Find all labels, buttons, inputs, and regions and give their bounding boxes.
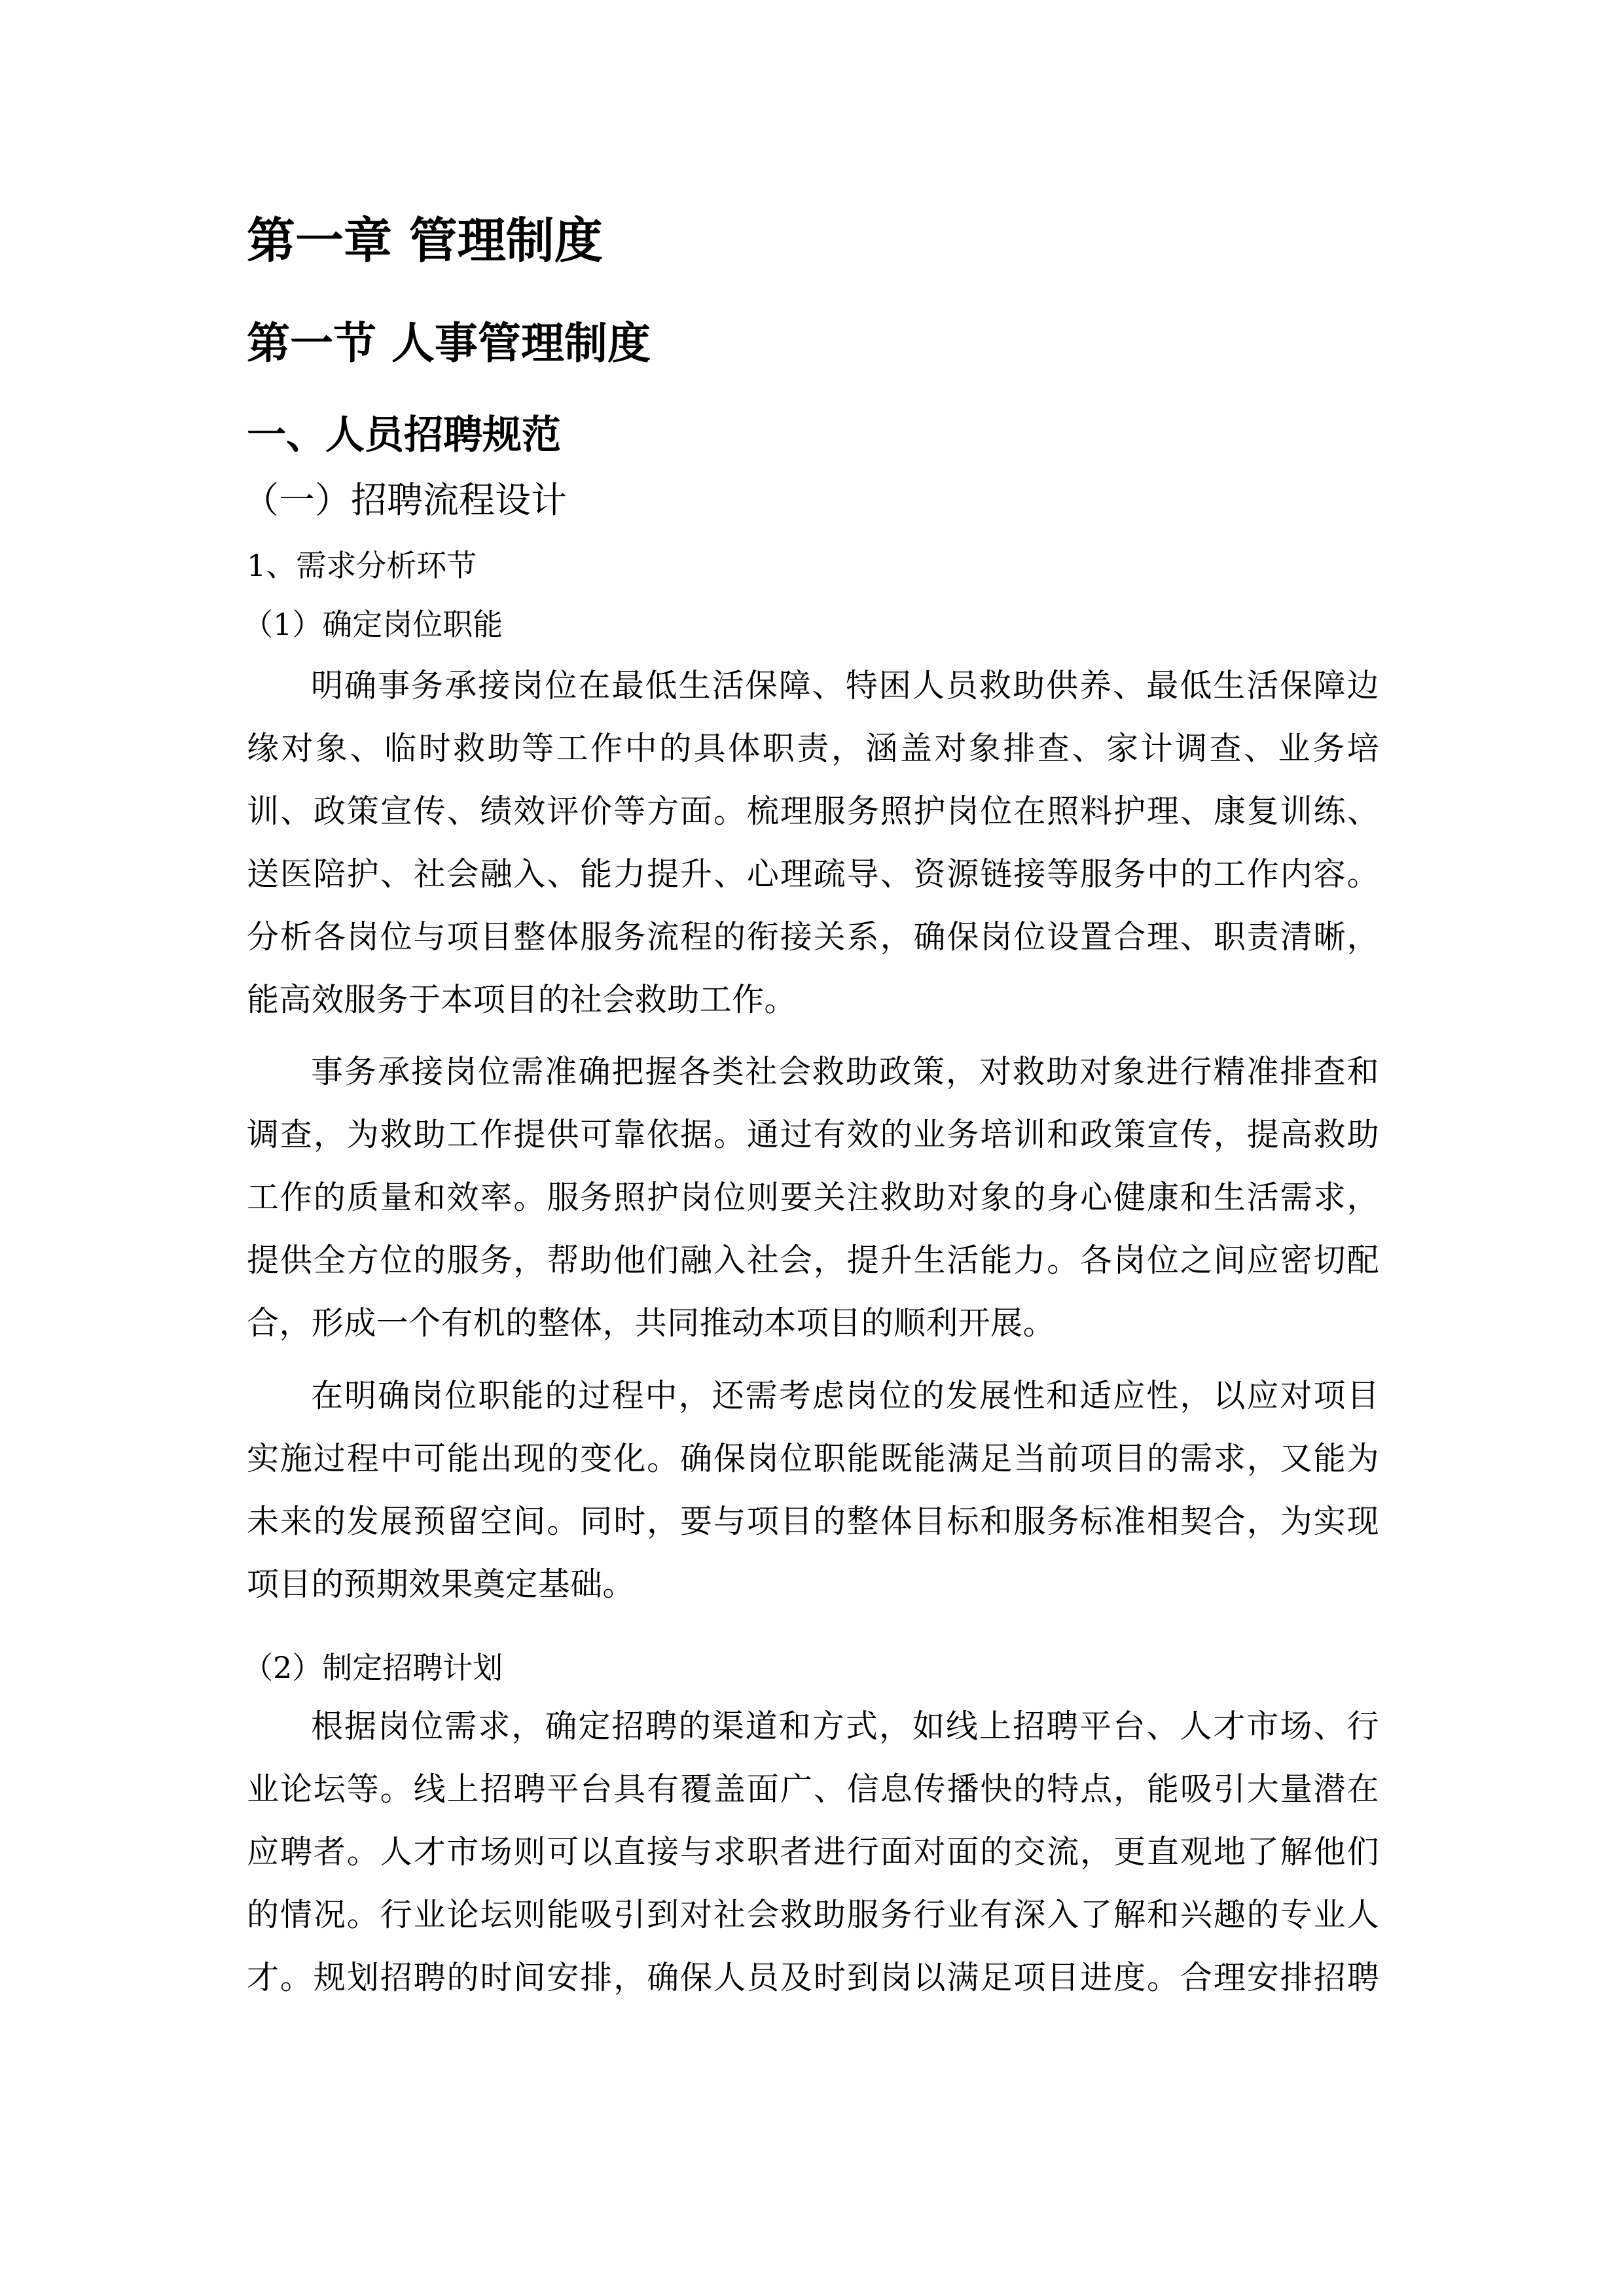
paragraph-recruitment-plan-1 [247, 1695, 1379, 2009]
paragraph-line: 缘对象、临时救助等工作中的具体职责，涵盖对象排查、家计调查、业务培 [247, 730, 1379, 767]
paragraph-line: 送医陪护、社会融入、能力提升、心理疏导、资源链接等服务中的工作内容。 [247, 855, 1379, 893]
paragraph-line: 才。规划招聘的时间安排，确保人员及时到岗以满足项目进度。合理安排招聘 [247, 1959, 1379, 1996]
paragraph-line: 的情况。行业论坛则能吸引到对社会救助服务行业有深入了解和兴趣的专业人 [247, 1896, 1379, 1933]
subsection-title-define-job-functions: （1）确定岗位职能 [243, 607, 503, 642]
heading-recruitment-standards: 一、人员招聘规范 [247, 412, 561, 458]
paragraph-line: 未来的发展预留空间。同时，要与项目的整体目标和服务标准相契合，为实现 [247, 1503, 1379, 1540]
paragraph-line: 训、政策宣传、绩效评价等方面。梳理服务照护岗位在照料护理、康复训练、 [247, 793, 1379, 830]
subsection-title-recruitment-plan: （2）制定招聘计划 [243, 1650, 503, 1685]
paragraph-line: 在明确岗位职能的过程中，还需考虑岗位的发展性和适应性，以应对项目 [311, 1377, 1379, 1414]
paragraph-line: 合，形成一个有机的整体，共同推动本项目的顺利开展。 [247, 1304, 1056, 1342]
paragraph-line: 调查，为救助工作提供可靠依据。通过有效的业务培训和政策宣传，提高救助 [247, 1116, 1379, 1153]
section-title: 第一节 人事管理制度 [247, 317, 651, 368]
paragraph-line: 事务承接岗位需准确把握各类社会救助政策，对救助对象进行精准排查和 [311, 1053, 1379, 1090]
chapter-title: 第一章 管理制度 [247, 213, 603, 269]
paragraph-line: 明确事务承接岗位在最低生活保障、特困人员救助供养、最低生活保障边 [311, 667, 1379, 704]
paragraph-job-functions-1 [247, 655, 1379, 1031]
paragraph-line: 应聘者。人才市场则可以直接与求职者进行面对面的交流，更直观地了解他们 [247, 1833, 1379, 1871]
paragraph-line: 分析各岗位与项目整体服务流程的衔接关系，确保岗位设置合理、职责清晰， [247, 918, 1379, 956]
paragraph-line: 工作的质量和效率。服务照护岗位则要关注救助对象的身心健康和生活需求， [247, 1179, 1379, 1216]
paragraph-line: 实施过程中可能出现的变化。确保岗位职能既能满足当前项目的需求，又能为 [247, 1440, 1379, 1477]
paragraph-line: 项目的预期效果奠定基础。 [247, 1566, 635, 1603]
paragraph-line: 根据岗位需求，确定招聘的渠道和方式，如线上招聘平台、人才市场、行 [311, 1708, 1379, 1745]
heading-recruitment-process-design: （一）招聘流程设计 [243, 479, 568, 521]
paragraph-line: 业论坛等。线上招聘平台具有覆盖面广、信息传播快的特点，能吸引大量潜在 [247, 1770, 1379, 1808]
heading-demand-analysis: 1、需求分析环节 [247, 548, 477, 583]
paragraph-job-functions-2 [247, 1041, 1379, 1355]
paragraph-line: 提供全方位的服务，帮助他们融入社会，提升生活能力。各岗位之间应密切配 [247, 1242, 1379, 1279]
paragraph-job-functions-3 [247, 1365, 1379, 1616]
paragraph-line: 能高效服务于本项目的社会救助工作。 [247, 981, 797, 1018]
